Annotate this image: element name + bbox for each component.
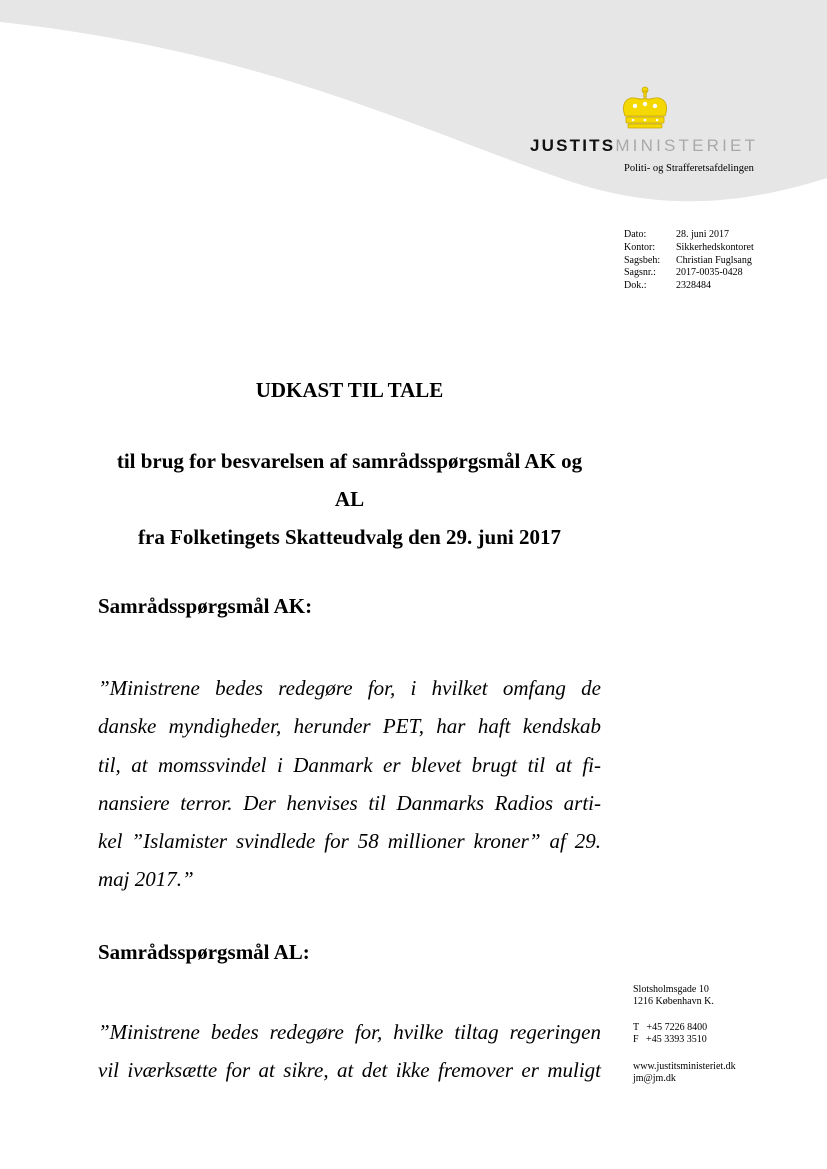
page-title: UDKAST TIL TALE	[255, 378, 444, 402]
document-meta	[624, 229, 754, 293]
meta-value: 28. juni 2017	[676, 229, 730, 240]
subtitle-line: til brug for besvarelsen af samrådsspørgsmål AK og	[116, 449, 583, 473]
quote-line: kel ”Islamister svindlede for 58 millioner kroner” af 29.	[98, 829, 601, 854]
address-city: 1216 København K.	[633, 996, 714, 1008]
quote-line: nansiere terror. Der henvises til Danmarks Radios arti-	[98, 790, 601, 815]
contact-web-block	[633, 1061, 736, 1086]
email-link[interactable]: jm@jm.dk	[633, 1073, 676, 1085]
logo-bold-text: JUSTITS	[530, 136, 616, 155]
address-block	[633, 984, 714, 1009]
meta-key: Sagsnr.:	[624, 267, 656, 279]
meta-row-office	[624, 242, 754, 255]
quote-line: danske myndigheder, herunder PET, har haft kendskab	[98, 714, 601, 739]
quote-ak	[98, 669, 601, 899]
meta-key: Dok.:	[624, 280, 647, 292]
meta-row-case-number	[624, 267, 754, 280]
quote-line: vil iværksætte for at sikre, at det ikke fremover er muligt	[98, 1058, 601, 1083]
meta-key: Dato:	[624, 229, 647, 240]
meta-value: Christian Fuglsang	[676, 254, 752, 266]
meta-value: Sikkerhedskontoret	[676, 241, 754, 253]
meta-key: Sagsbeh:	[624, 254, 661, 266]
quote-line: ”Ministrene bedes redegøre for, hvilke tiltag regeringen	[98, 1020, 601, 1044]
header-swoosh	[0, 0, 827, 210]
fax-number: F +45 3393 3510	[633, 1034, 707, 1046]
meta-row-document	[624, 280, 754, 293]
crown-logo-icon	[619, 86, 671, 130]
subtitle-line: AL	[334, 487, 365, 511]
department-name: Politi- og Strafferetsafdelingen	[624, 163, 754, 174]
section-heading-al: Samrådsspørgsmål AL:	[98, 940, 310, 964]
meta-key: Kontor:	[624, 241, 656, 253]
phone-number: T +45 7226 8400	[633, 1022, 708, 1033]
section-heading-ak: Samrådsspørgsmål AK:	[98, 594, 313, 618]
contact-phone-block	[633, 1022, 707, 1047]
quote-line: til, at momssvindel i Danmark er blevet brugt til at fi-	[98, 752, 601, 777]
page-subtitle	[98, 442, 601, 556]
meta-value: 2328484	[676, 280, 711, 292]
logo-light-text: MINISTERIET	[615, 136, 759, 155]
subtitle-line: fra Folketingets Skatteudvalg den 29. juni 2017	[138, 525, 561, 549]
address-street: Slotsholmsgade 10	[633, 984, 709, 995]
website-link[interactable]: www.justitsministeriet.dk	[633, 1061, 736, 1072]
meta-value: 2017-0035-0428	[676, 267, 743, 279]
ministry-logo-text	[530, 136, 758, 156]
quote-line: ”Ministrene bedes redegøre for, i hvilket omfang de	[98, 676, 601, 700]
quote-al	[98, 1013, 601, 1090]
meta-row-handler	[624, 255, 754, 268]
quote-line: maj 2017.”	[98, 867, 194, 892]
meta-row-date	[624, 229, 754, 242]
